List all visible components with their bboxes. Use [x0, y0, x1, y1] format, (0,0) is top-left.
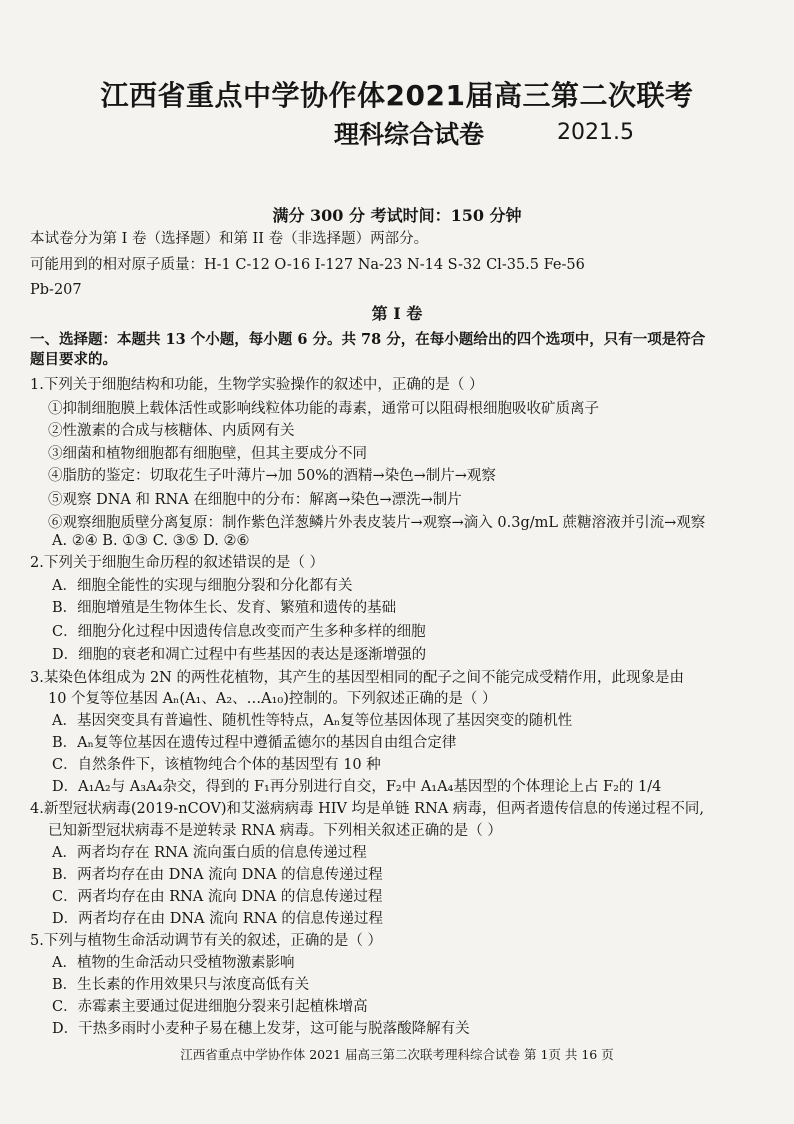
exam-title: 江西省重点中学协作体2021届高三第二次联考 [100, 79, 694, 112]
question-1-statement-3: ③细菌和植物细胞都有细胞壁，但其主要成分不同 [48, 446, 367, 462]
question-4-stem-2: 已知新型冠状病毒不是逆转录 RNA 病毒。下列相关叙述正确的是（ ） [48, 823, 502, 839]
question-4-option-a: A．两者均存在 RNA 流向蛋白质的信息传递过程 [52, 845, 367, 861]
question-4-option-b: B．两者均存在由 DNA 流向 DNA 的信息传递过程 [52, 867, 383, 883]
question-1-statement-6: ⑥观察细胞质壁分离复原：制作紫色洋葱鳞片外表皮装片→观察→滴入 0.3g/mL 蔗糖溶液并引流→观察 [48, 515, 706, 531]
question-2-option-c: C．细胞分化过程中因遗传信息改变而产生多种多样的细胞 [52, 624, 426, 640]
question-3-stem-2: 10 个复等位基因 Aₙ(A₁、A₂、…A₁₀)控制的。下列叙述正确的是（ ） [48, 691, 497, 707]
question-3-option-c: C．自然条件下，该植物纯合个体的基因型有 10 种 [52, 757, 381, 773]
question-3-option-a: A．基因突变具有普遍性、随机性等特点，Aₙ复等位基因体现了基因突变的随机性 [52, 713, 573, 729]
page-footer: 江西省重点中学协作体 2021 届高三第二次联考理科综合试卷 第 1页 共 16 页 [180, 1047, 614, 1062]
exam-date: 2021.5 [557, 120, 634, 145]
question-3-option-b: B．Aₙ复等位基因在遗传过程中遵循孟德尔的基因自由组合定律 [52, 735, 457, 751]
question-1-statement-5: ⑤观察 DNA 和 RNA 在细胞中的分布：解离→染色→漂洗→制片 [48, 492, 462, 508]
question-2-option-a: A．细胞全能性的实现与细胞分裂和分化都有关 [52, 578, 353, 594]
atomic-mass-line: 可能用到的相对原子质量：H-1 C-12 O-16 I-127 Na-23 N-14 S-32 Cl-35.5 Fe-56 [30, 257, 585, 273]
section-instructions-2: 题目要求的。 [30, 351, 117, 368]
question-5-option-b: B．生长素的作用效果只与浓度高低有关 [52, 977, 310, 993]
exam-subtitle: 理科综合试卷 [334, 120, 485, 149]
question-5-option-a: A．植物的生命活动只受植物激素影响 [52, 955, 295, 971]
question-5-option-d: D．干热多雨时小麦种子易在穗上发芽，这可能与脱落酸降解有关 [52, 1021, 470, 1037]
question-1-options: A. ②④ B. ①③ C. ③⑤ D. ②⑥ [52, 533, 250, 549]
question-1-statement-4: ④脂肪的鉴定：切取花生子叶薄片→加 50%的酒精→染色→制片→观察 [48, 468, 496, 484]
question-1-statement-2: ②性激素的合成与核糖体、内质网有关 [48, 423, 295, 439]
question-3-option-d: D．A₁A₂与 A₃A₄杂交，得到的 F₁再分别进行自交，F₂中 A₁A₄基因型的个体理论上占 F₂的 1/4 [52, 779, 662, 795]
question-1-stem: 1.下列关于细胞结构和功能，生物学实验操作的叙述中，正确的是（ ） [30, 377, 484, 393]
atomic-mass-line-2: Pb-207 [30, 282, 82, 298]
score-time-line: 满分 300 分 考试时间：150 分钟 [272, 206, 522, 225]
question-2-option-b: B．细胞增殖是生物体生长、发育、繁殖和遗传的基础 [52, 600, 397, 616]
question-3-stem: 3.某染色体组成为 2N 的两性花植物，其产生的基因型相同的配子之间不能完成受精作用，此现象是由 [30, 670, 684, 686]
question-5-stem: 5.下列与植物生命活动调节有关的叙述，正确的是（ ） [30, 933, 382, 949]
question-2-option-d: D．细胞的衰老和凋亡过程中有些基因的表达是逐渐增强的 [52, 647, 427, 663]
question-5-option-c: C．赤霉素主要通过促进细胞分裂来引起植株增高 [52, 999, 368, 1015]
question-2-stem: 2.下列关于细胞生命历程的叙述错误的是（ ） [30, 555, 324, 571]
parts-line: 本试卷分为第 I 卷（选择题）和第 II 卷（非选择题）两部分。 [30, 231, 429, 247]
question-4-stem: 4.新型冠状病毒(2019-nCOV)和艾滋病病毒 HIV 均是单链 RNA 病毒，但两者遗传信息的传递过程不同, [30, 801, 704, 817]
section-title: 第 I 卷 [371, 304, 423, 323]
question-1-statement-1: ①抑制细胞膜上载体活性或影响线粒体功能的毒素，通常可以阻碍根细胞吸收矿质离子 [48, 401, 599, 417]
section-instructions: 一、选择题：本题共 13 个小题，每小题 6 分。共 78 分，在每小题给出的四个选项中，只有一项是符合 [30, 331, 706, 348]
question-4-option-d: D．两者均存在由 DNA 流向 RNA 的信息传递过程 [52, 911, 383, 927]
question-4-option-c: C．两者均存在由 RNA 流向 DNA 的信息传递过程 [52, 889, 383, 905]
